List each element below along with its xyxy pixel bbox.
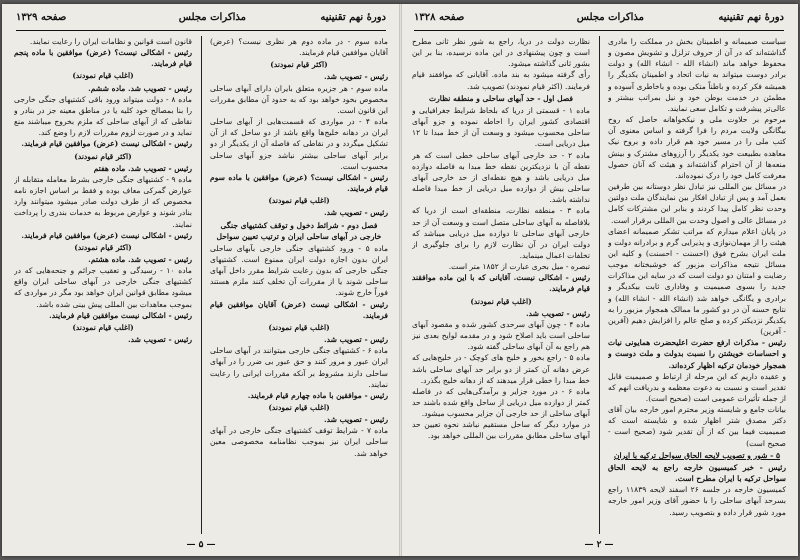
left-page bbox=[2, 4, 400, 556]
left-page-column-1 bbox=[210, 36, 388, 534]
paragraph: رئیس - اشکالی نیست موافقین قیام فرمایند. bbox=[49, 310, 192, 320]
document-spread bbox=[2, 4, 798, 556]
page-footer: — ۲ — bbox=[584, 540, 614, 550]
paragraph: ماده ۹ - کشتیهای جنگی خارجی بشرط معامله متقابله از عوارض گمرکی معاف بوده و فقط بر اساس اجازه نامه مخصوص که از طرف دولت صادر میشود میتوانند وارد بنادر شوند و عوارض مربوط به خدمات بندری را پرداخت نمایند. bbox=[14, 174, 192, 229]
vote-note: (اغلب قیام نمودند) bbox=[72, 322, 134, 332]
header-rule bbox=[16, 30, 386, 31]
page-number: صفحه ۱۳۲۹ bbox=[16, 12, 67, 23]
paragraph: رئیس - تصویب شد. bbox=[323, 335, 388, 345]
paragraph: رئیس - تصویب شد. bbox=[323, 72, 388, 82]
paragraph: در پایان اعلام میدارم که مراتب تشکر صمیمانه اعضای هیئت را از مهمان‌نوازی و پذیرایی گرم و برادرانه دولت و ملت ایران بشرح فوق (احسنت - احسنت) و کلیه این مسائل نتیجه مذاکرات مزبور که خوشبختانه موجب رضایت و امتنان دو دولت است که در سایه این مذاکرات جدید را بسوی صمیمیت و وفاداری ثابت بیکدیگر و برادری و یگانگی خواهد شد (انشاء الله - انشاء الله) و نتایج حسنه آن در دو کشور ما ممالک همجوار مزبور را به یکدیگر نزدیکتر کرده و صلح عالم را افزایش دهیم (آفرین - آفرین) bbox=[608, 226, 786, 337]
session-label: دورهٔ نهم تقنینیه bbox=[718, 12, 784, 23]
paragraph: تبصره - میل بحری عبارت از ۱۸۵۲ متر است. bbox=[448, 262, 590, 272]
paragraph: رئیس - تصویب شد. bbox=[323, 415, 388, 425]
section-heading: ۵ - شور و تصویب لایحه الحاق سواحل ترکیه با ایران bbox=[613, 450, 781, 460]
paragraph: رئیس - اشکالی نیست. آقایانی که با این ماده موافقند قیام فرمایند. bbox=[412, 273, 590, 294]
vote-note: (اغلب قیام نمودند) bbox=[72, 71, 134, 81]
vote-note: (اغلب قیام نمودند) bbox=[268, 196, 330, 206]
vote-note: (اغلب قیام نمودند) bbox=[470, 296, 532, 306]
paragraph: نظارت دولت در دریا، راجع به شور نظر ثانی مطرح است و چون پیشنهادی در این ماده نرسیده، بنا بر این بشور ثانی گذاشته میشود. bbox=[412, 37, 590, 69]
paragraph: ماده ۵ - ورود کشتیهای جنگی خارجی بآبهای ساحلی ایران بدون اجازه دولت ایران ممنوع است. کشتیهای جنگی خارجی که بدون رعایت شرایط مقرر داخل آبهای ساحلی شوند یا از مقررات آن تخلف کنند ملزم هستند فوراً خارج شوند. bbox=[210, 243, 388, 298]
paragraph: رئیس - اشکالی نیست (عرض) موافقین قیام فرمایند. bbox=[21, 139, 192, 149]
paragraph: سیاست صمیمانه و اطمینان بخش در مملکت را مادری گذاشته‌اند که در آن از حروف تزلزل و تشویش مصون و محفوظ خواهد ماند (انشاء الله - انشاء الله) و دولت برادر دوست میتواند به نیات اتحاد و اطمینان یکدیگر را همیشه فکر کرده و باطناً متکی بوده و باخاطری آسوده و مطمئن در خدمت بوطن خود و نیل بمراتب بیشتر و عالی‌تر پیشرفت و تکامل سعی نمایند. bbox=[608, 37, 786, 113]
paragraph: رئیس - اشکالی نیست (عرض) موافقین قیام فرمایند. bbox=[21, 230, 192, 240]
paragraph: رئیس - تصویب شد. bbox=[127, 335, 192, 345]
session-label: دورهٔ نهم تقنینیه bbox=[320, 12, 386, 23]
paragraph: ماده سوم - هر جزیره متعلق بایران دارای آبهای ساحلی مخصوص بخود خواهد بود که به حدود آن مطابق مقررات این قانون است. bbox=[210, 83, 388, 115]
paragraph: ماده ۶ - کشتیهای جنگی خارجی میتوانند در آبهای ساحلی ایران عبور و مرور کنند و حق عبور بی ضرر را در آبهای ساحلی دارند مشروط بر آنکه مقررات ایرانی را رعایت نمایند. bbox=[210, 346, 388, 389]
section-heading: فصل دوم - شرائط دخول و توقف کشتیهای جنگی خارجی در آبهای ساحلی ایران و ترتیب تعیین سواحل bbox=[216, 220, 382, 241]
vote-note: (اغلب قیام نمودند) bbox=[268, 322, 330, 332]
right-page bbox=[400, 4, 798, 556]
paragraph: ماده ۳ - منطقه نظارت، منطقه‌ای است از دریا که بلافاصله به آبهای ساحلی متصل است و وسعت آن از حد خارجی آبهای ساحلی تا دوازده میل دریایی میباشد که دولت ایران در آن نظارت لازم را برای جلوگیری از تخلفات اعمال مینماید. bbox=[412, 206, 590, 260]
section-heading: فصل اول - حد آبهای ساحلی و منطقه نظارت bbox=[428, 93, 574, 103]
header-rule bbox=[414, 30, 784, 31]
right-page-column-1 bbox=[608, 36, 786, 534]
paragraph: ماده ۶ - در مورد جزایر و برآمدگی‌هایی که در فاصله کمتر از دوازده میل دریایی از ساحل واقع شده باشند حد آبهای ساحلی از حد خارجی آن جزایر محسوب میشود. bbox=[412, 386, 590, 419]
column-divider bbox=[599, 36, 600, 534]
vote-note: (اکثر قیام نمودند) bbox=[270, 60, 328, 70]
paragraph: ماده ۸ - دولت میتواند ورود باقی کشتیهای جنگی خارجی را بنا بمصالح خود کلیه یا در مناطق معینه جز در بنادر و نقاطی که از آبهای ساحلی که ملزم بخروج میباشند منع نماید و در صورت لزوم مقررات لازم را وضع کند. bbox=[14, 94, 192, 138]
left-page-header bbox=[16, 12, 386, 28]
paragraph: ماده ۷ - شرایط توقف کشتیهای جنگی خارجی در آبهای ساحلی ایران نیز بموجب نظامنامه مخصوصی معین خواهد شد. bbox=[210, 426, 388, 458]
paragraph: رئیس - اشکالی نیست؟ (عرض) موافقین با ماده پنجم قیام فرمایند. bbox=[14, 48, 192, 69]
paragraph: رئیس - اشکالی نیست (عرض) آقایان موافقین قیام فرمایند. bbox=[210, 299, 388, 320]
paragraph: در موارد دیگر که ساحل مستقیم نباشد نحوه تعیین حد آبهای ساحلی مطابق مقررات بین المللی خواهد بود. bbox=[412, 420, 590, 441]
page-title: مذاکرات مجلس bbox=[576, 12, 644, 23]
paragraph: رئیس - خبر کمیسیون خارجه راجع به لایحه الحاق سواحل ترکیه با ایران مطرح است. bbox=[608, 462, 786, 484]
paragraph: و عقیده داریم که این مرحله از ارتباط و صمیمیت قابل تقدیر است و نسبت به دعوت معظمه و بدریافت انهم که از جمله تأثیرات عمومی است (صحیح است). bbox=[608, 371, 786, 403]
paragraph: رئیس - تصویب شد. bbox=[525, 308, 590, 318]
page-number: صفحه ۱۳۲۸ bbox=[414, 12, 465, 23]
paragraph: کمیسیون خارجه در جلسه ۲۶ اسفند لایحه ۱۱۸۳۹ راجع بسرحد آبهای ساحلی را با حضور آقای وزیر امور خارجه مورد شور قرار داده و بتصویب رسید. bbox=[608, 485, 786, 517]
paragraph: ماده ۴ - چون آبهای سرحدی کشور شده و مقصود آبهای ساحلی است باید اصلاح شود و در مقدمه لوایح بعدی نیز هم راجع به آن آبهای ساحلی گفته شود. bbox=[412, 319, 590, 352]
paragraph: رئیس - مذکرات ارفع حضرت اعلیحضرت همایونی نیات و احساسات خویشتن را نسبت بدولت و ملت دوست و همجوار خودمان ترکیه اظهار کرده‌اند. bbox=[608, 338, 786, 370]
paragraph: رئیس - تصویب شد. ماده هشتم. bbox=[88, 254, 192, 264]
paragraph: در مسائل بین المللی نیز تبادل نظر دوستانه بین طرفین بعمل آمد و پس از تبادل افکار بین نمایندگان ملت دولتین وحدت نظر کامل پیدا کردند و بنابر این مشترکات کامل در مسائل عالی و اصول وحدت بین المللی برقرار است. bbox=[608, 182, 786, 225]
paragraph: رأی گرفته میشود به بند ماده. آقایانی که موافقند قیام فرمایند. (اکثر قیام نمودند) تصویب شد. bbox=[412, 70, 590, 91]
paragraph: ماده ۱۰ - رسیدگی و تعقیب جرائم و جنحه‌هایی که در کشتیهای جنگی خارجی در آبهای ساحلی ایران واقع میشود مطابق قوانین ایران خواهد بود مگر در مواردی که بموجب معاهدات بین المللی پیش بینی شده باشد. bbox=[14, 266, 192, 309]
paragraph: قانون است قوانین و نظامات ایران را رعایت نمایند. bbox=[29, 37, 192, 46]
page-footer: — ۵ — bbox=[186, 540, 216, 550]
vote-note: (اغلب قیام نمودند) bbox=[268, 403, 330, 412]
paragraph: رئیس - تصویب شد. ماده هفتم bbox=[93, 163, 192, 173]
column-divider bbox=[201, 36, 202, 534]
paragraph: رئیس - تصویب شد. ماده ششم. bbox=[88, 83, 192, 93]
right-page-header bbox=[414, 12, 784, 28]
vote-note: (اکثر قیام نمودند) bbox=[74, 242, 132, 252]
paragraph: ماده سوم - در ماده دوم هر نظری نیست؟ (عرض) آقایان موافقین قیام فرمایند. bbox=[210, 37, 388, 58]
paragraph: ماده ۵ - راجع بخور و خلیج های کوچک - در خلیج‌هایی که عرض دهانه آن کمتر از دو برابر حد آبهای ساحلی باشد خط مبدا را خطی قرار میدهند که از دهانه خلیج بگذرد. bbox=[412, 353, 590, 385]
left-page-column-2 bbox=[14, 36, 192, 534]
right-page-column-2 bbox=[412, 36, 590, 534]
paragraph: رئیس - اشکالی نیست؟ (عرض) موافقین با ماده سوم قیام فرمایند. bbox=[210, 172, 388, 194]
paragraph: مرحوم بر حلاوت ملی و نیکخواهانه حاصل که روح بیگانگی ولایت مردم را فرا گرفته و اساس معنوی آن کتب ملی را در مسیر خود هم قرار داده و بروح نیک معاهده بطبیعت خود یکدیگر را آرزوهای مشترک و بینش منعه‌ها از آن احترام گذاشته‌اند و هیئت که آنان حصول معرفت کامل خود را درک نموده‌اند. bbox=[608, 115, 786, 180]
page-title: مذاکرات مجلس bbox=[178, 12, 246, 23]
paragraph: ماده ۲ - حد خارجی آبهای ساحلی خطی است که هر نقطه آن با نزدیکترین نقطه خط مبدا به فاصله دوازده میل دریایی باشد و هیچ نقطه‌ای از حد خارجی آبهای ساحلی بیش از دوازده میل دریایی از خط مبدا فاصله نداشته باشد. bbox=[412, 150, 590, 205]
paragraph: بیانات جامع و شایسته وزیر محترم امور خارجه بیان آقای دکتر مصدق شتر اظهار شده و شایسته است که صمیمیت فیما بین که از آن تقدیر شود (صحیح است - صحیح است) bbox=[608, 405, 786, 448]
paragraph: رئیس - موافقین با ماده چهارم قیام فرمایند. bbox=[247, 390, 388, 400]
paragraph: ماده ۱ - قسمتی از دریا که بلحاظ شرایط جغرافیایی و اقتصادی کشور ایران را احاطه نموده و جزو آبهای ساحلی محسوب میشود و وسعت آن از خط مبدا تا ۱۲ میل دریایی است. bbox=[412, 105, 590, 149]
paragraph: رئیس - تصویب شد. bbox=[323, 208, 388, 218]
vote-note: (اکثر قیام نمودند) bbox=[74, 151, 132, 161]
paragraph: ماده ۴ - در مواردی که قسمت‌هایی از آبهای ساحلی ایران در دهانه خلیج‌ها واقع باشد از دو ساحل که از آن تشکیل میگردد و در نقاطی که فاصله آن از یکدیگر از دو برابر آبهای ساحلی بیشتر نباشد جزو آبهای ساحلی محسوب است. bbox=[210, 117, 388, 171]
